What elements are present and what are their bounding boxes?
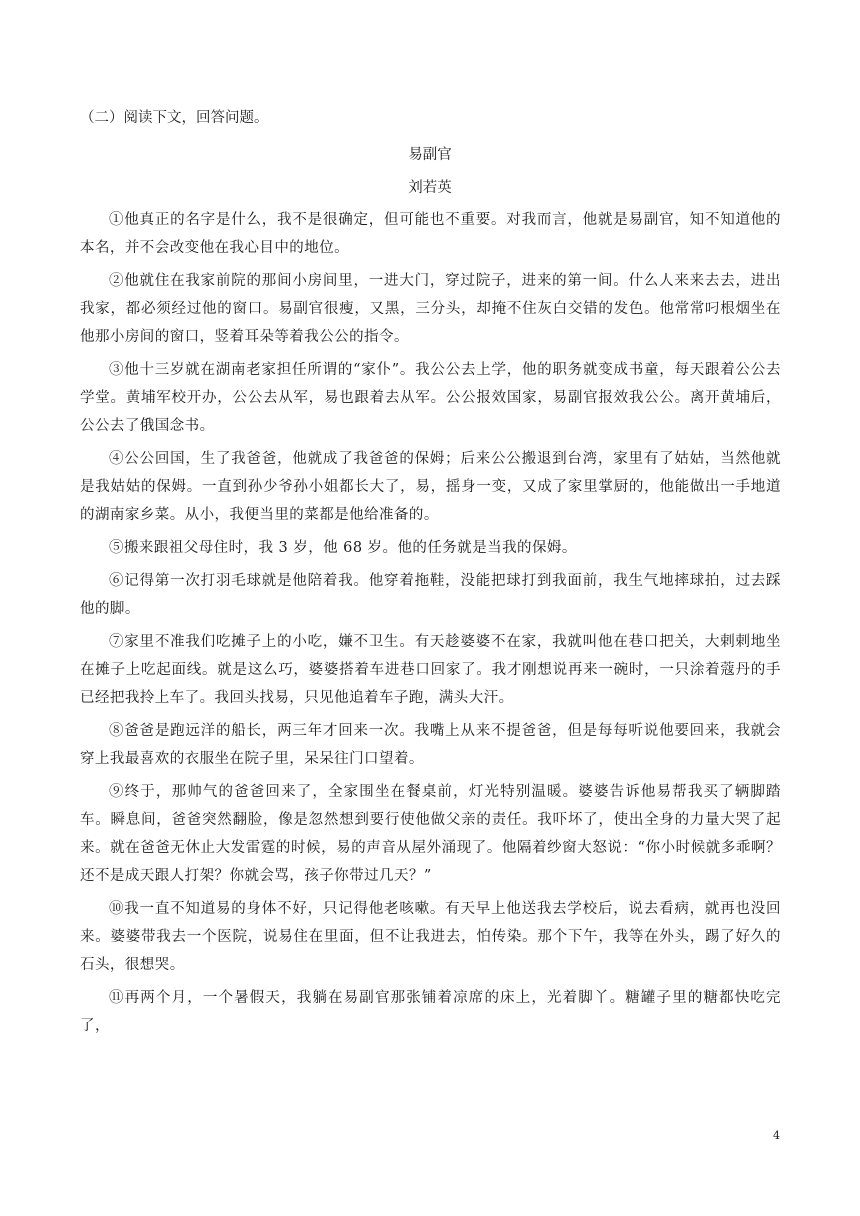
paragraph-6: ⑥记得第一次打羽毛球就是他陪着我。他穿着拖鞋，没能把球打到我面前，我生气地摔球拍，过去踩他的脚。 xyxy=(80,573,781,617)
paragraph-7: ⑦家里不准我们吃摊子上的小吃，嫌不卫生。有天趁婆婆不在家，我就叫他在巷口把关，大剌剌地坐在摊子上吃起面线。就是这么巧，婆婆搭着车进巷口回家了。我才刚想说再来一碗时，一只涂着蔻丹的手已经把我拎上车了。我回头找易，只见他追着车子跑，满头大汗。 xyxy=(80,634,781,706)
paragraph-10: ⑩我一直不知道易的身体不好，只记得他老咳嗽。有天早上他送我去学校后，说去看病，就再也没回来。婆婆带我去一个医院，说易住在里面，但不让我进去，怕传染。那个下午，我等在外头，踢了好久的石头，很想哭。 xyxy=(80,901,781,973)
paragraph-1: ①他真正的名字是什么，我不是很确定，但可能也不重要。对我而言，他就是易副官，知不知道他的本名，并不会改变他在我心目中的地位。 xyxy=(80,212,781,256)
section-heading: （二）阅读下文，回答问题。 xyxy=(80,110,269,126)
paragraph-11: ⑪再两个月，一个暑假天，我躺在易副官那张铺着凉席的床上，光着脚丫。糖罐子里的糖都快吃完了， xyxy=(80,990,781,1034)
paragraph-8: ⑧爸爸是跑远洋的船长，两三年才回来一次。我嘴上从来不提爸爸，但是每每听说他要回来，我就会穿上我最喜欢的衣服坐在院子里，呆呆往门口望着。 xyxy=(80,723,781,767)
article-author: 刘若英 xyxy=(408,180,452,196)
paragraph-2: ②他就住在我家前院的那间小房间里，一进大门，穿过院子，进来的第一间。什么人来来去去，进出我家，都必须经过他的窗口。易副官很瘦，又黑，三分头，却掩不住灰白交错的发色。他常常叼根烟坐在他那小房间的窗口，竖着耳朵等着我公公的指令。 xyxy=(80,273,781,345)
paragraph-4: ④公公回国，生了我爸爸，他就成了我爸爸的保姆；后来公公搬退到台湾，家里有了姑姑，当然他就是我姑姑的保姆。一直到孙少爷孙小姐都长大了，易，摇身一变，又成了家里掌厨的，他能做出一手地道的湖南家乡菜。从小，我便当里的菜都是他给准备的。 xyxy=(80,451,781,523)
article-body xyxy=(80,206,781,1045)
page-number: 4 xyxy=(773,1129,780,1142)
paragraph-3: ③他十三岁就在湖南老家担任所谓的“家仆”。我公公去上学，他的职务就变成书童，每天跟着公公去学堂。黄埔军校开办，公公去从军，易也跟着去从军。公公报效国家，易副官报效我公公。离开黄埔后，公公去了俄国念书。 xyxy=(80,362,781,434)
article-title: 易副官 xyxy=(408,147,452,163)
paragraph-9: ⑨终于，那帅气的爸爸回来了，全家围坐在餐桌前，灯光特别温暖。婆婆告诉他易帮我买了辆脚踏车。瞬息间，爸爸突然翻脸，像是忽然想到要行使他做父亲的责任。我吓坏了，使出全身的力量大哭了起来。就在爸爸无休止大发雷霆的时候，易的声音从屋外涌现了。他隔着纱窗大怒说：“你小时候就多乖啊？还不是成天跟人打架？你就会骂，孩子你带过几天？” xyxy=(80,784,781,884)
paragraph-5: ⑤搬来跟祖父母住时，我 3 岁，他 68 岁。他的任务就是当我的保姆。 xyxy=(109,540,577,556)
